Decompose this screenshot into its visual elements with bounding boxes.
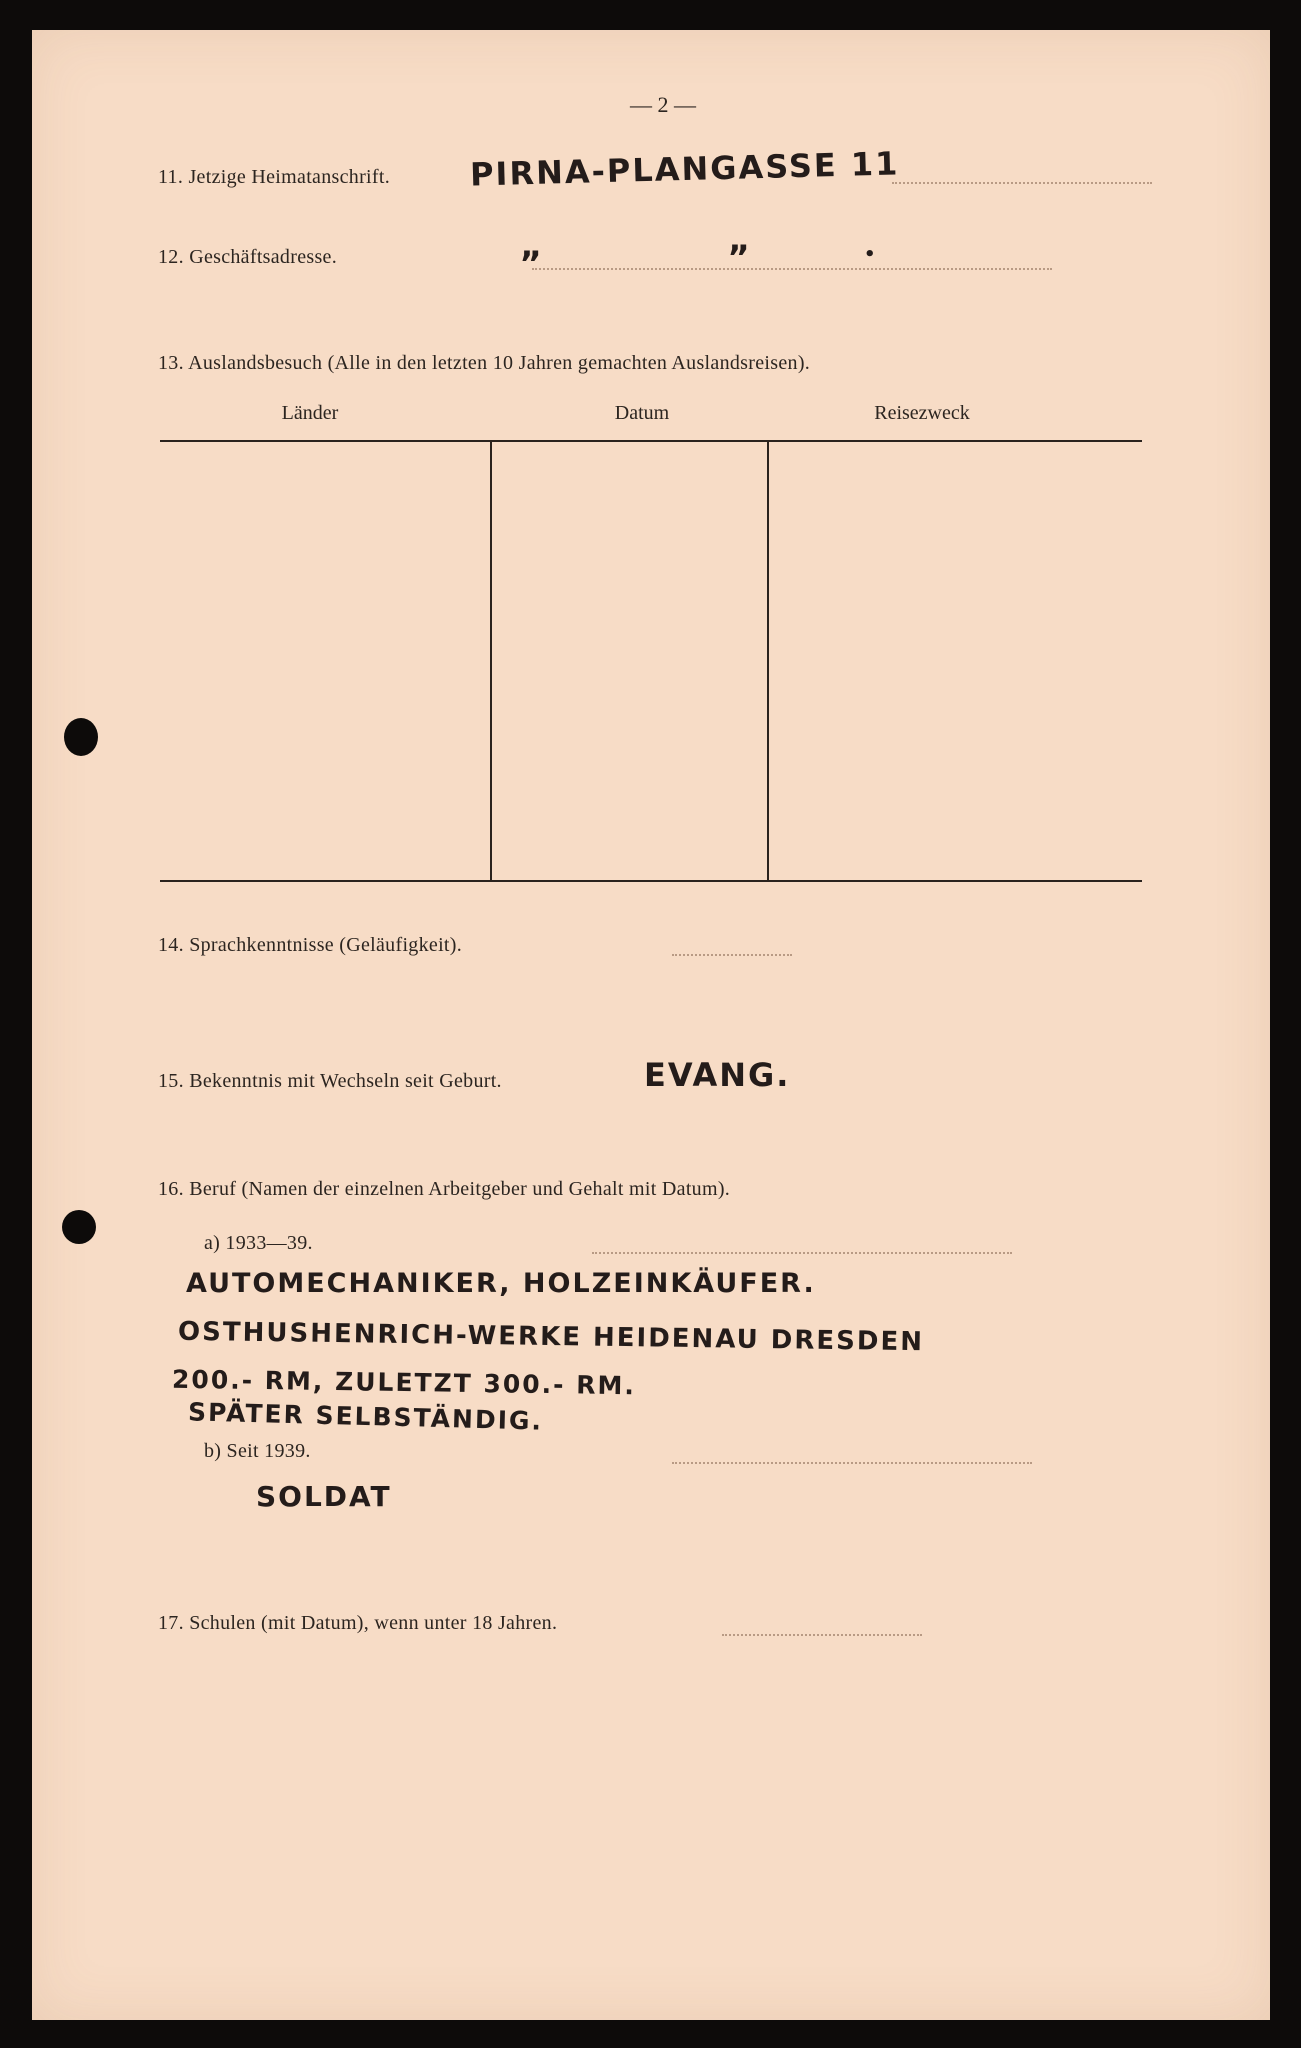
field-16a-line-2: OSTHUSHENRICH-WERKE HEIDENAU DRESDEN <box>177 1316 925 1358</box>
document-page <box>32 30 1270 2020</box>
field-13-label: 13. Auslandsbesuch (Alle in den letzten 10 Jahren gemachten Auslandsreisen). <box>158 352 811 374</box>
field-12-ditto-3: • <box>864 244 878 265</box>
field-17-label: 17. Schulen (mit Datum), wenn unter 18 Jahren. <box>158 1612 558 1634</box>
field-15-value: EVANG. <box>644 1056 791 1094</box>
field-16a-line-4: SPÄTER SELBSTÄNDIG. <box>187 1397 544 1436</box>
table-header-reisezweck: Reisezweck <box>874 402 970 424</box>
field-14-dots <box>672 954 792 956</box>
field-16b-label: b) Seit 1939. <box>204 1440 311 1462</box>
field-12-dots <box>532 268 1052 270</box>
field-12-label: 12. Geschäftsadresse. <box>158 246 338 268</box>
table-col-divider-1 <box>490 442 492 880</box>
field-11-label: 11. Jetzige Heimatanschrift. <box>158 166 391 188</box>
punch-hole-upper <box>64 718 98 756</box>
field-16-label: 16. Beruf (Namen der einzelnen Arbeitgeber und Gehalt mit Datum). <box>158 1178 731 1200</box>
field-11-value: PIRNA-PLANGASSE 11 <box>469 144 900 194</box>
field-12-ditto-1: „ <box>520 226 545 266</box>
field-16a-line-1: AUTOMECHANIKER, HOLZEINKÄUFER. <box>186 1268 816 1299</box>
field-16a-line-3: 200.- RM, ZULETZT 300.- RM. <box>171 1364 637 1401</box>
page-number: — 2 — <box>630 92 696 117</box>
field-12-ditto-2: „ <box>728 220 753 260</box>
table-header-laender: Länder <box>281 402 339 424</box>
table-col-divider-2 <box>767 442 769 880</box>
table-header-datum: Datum <box>614 402 670 424</box>
field-16a-label: a) 1933—39. <box>204 1232 313 1254</box>
field-16b-dots <box>672 1462 1032 1464</box>
punch-hole-lower <box>62 1210 96 1244</box>
field-16a-dots <box>592 1252 1012 1254</box>
field-14-label: 14. Sprachkenntnisse (Geläufigkeit). <box>158 934 463 956</box>
field-11-dots <box>892 182 1152 184</box>
field-16b-value: SOLDAT <box>256 1480 392 1513</box>
field-17-dots <box>722 1634 922 1636</box>
table-bottom-rule <box>160 880 1142 882</box>
table-top-rule <box>160 440 1142 442</box>
field-15-label: 15. Bekenntnis mit Wechseln seit Geburt. <box>158 1070 502 1092</box>
